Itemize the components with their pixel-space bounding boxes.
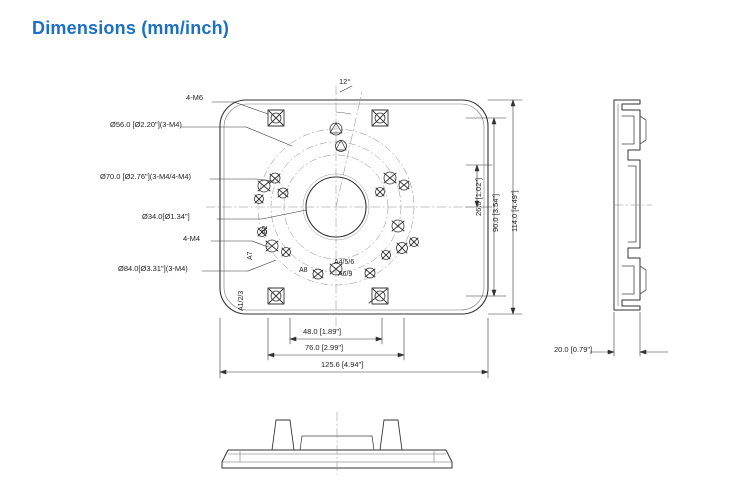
hole-label-a1-2-3: A1/2/3 <box>238 290 245 311</box>
hole-label-a6-9: A6/9 <box>338 271 353 278</box>
callout-d34: Ø34.0[Ø1.34"] <box>142 212 190 221</box>
page-title: Dimensions (mm/inch) <box>32 18 230 38</box>
callout-d56: Ø56.0 [Ø2.20"](3-M4) <box>110 120 182 129</box>
dim-width-76: 76.0 [2.99"] <box>305 343 344 352</box>
dim-depth-20: 20.0 [0.79"] <box>554 345 593 354</box>
dim-height-90: 90.0 [3.54"] <box>491 193 500 232</box>
hole-label-a8: A8 <box>299 267 308 274</box>
hole-label-a4-5-6: A4/5/6 <box>334 259 355 266</box>
hole-label-b2: B2 <box>262 225 269 234</box>
bottom-view-plate <box>222 412 452 474</box>
dim-height-26: 26.0 [1.02"] <box>474 177 483 216</box>
callout-4-m6: 4-M6 <box>186 93 204 102</box>
callout-d70: Ø70.0 [Ø2.76"](3-M4/4-M4) <box>100 172 192 181</box>
hole-label-a7: A7 <box>247 251 254 260</box>
callout-d84: Ø84.0[Ø3.31"](3-M4) <box>118 264 188 273</box>
horizontal-dimensions <box>220 318 488 378</box>
callout-4-m4: 4-M4 <box>183 234 201 243</box>
front-view-plate <box>206 86 488 330</box>
depth-dimension <box>590 312 668 356</box>
dim-width-48: 48.0 [1.89"] <box>303 327 342 336</box>
side-view-plate <box>614 100 652 310</box>
threaded-holes <box>255 123 419 279</box>
dim-height-114: 114.0 [4.49"] <box>510 190 519 232</box>
callout-angle-12: 12° <box>339 77 351 86</box>
dim-width-total: 125.6 [4.94"] <box>321 360 364 369</box>
